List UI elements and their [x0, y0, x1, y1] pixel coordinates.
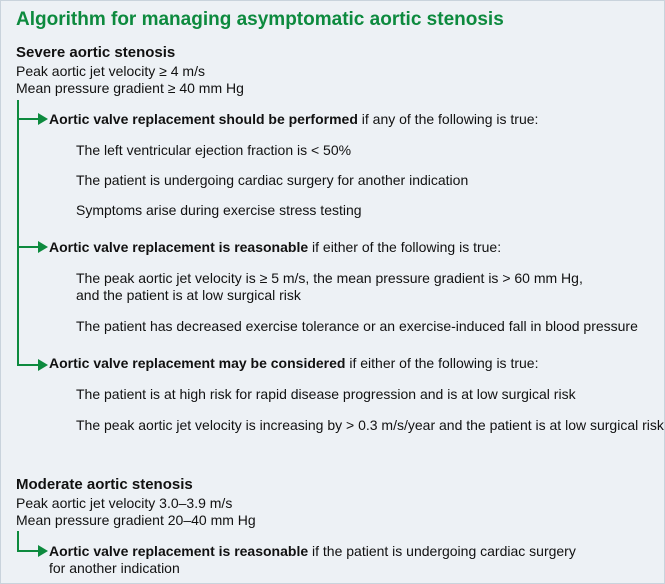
recommendation-1-strength: Aortic valve replacement should be performed — [49, 111, 358, 127]
arrow-4-head — [38, 545, 48, 557]
condition-1-2: The patient is undergoing cardiac surgery for another indication — [76, 172, 469, 188]
condition-2-2: The patient has decreased exercise tolerance or an exercise-induced fall in blood pressure — [76, 318, 638, 334]
recommendation-3-qualifier: if either of the following is true: — [345, 355, 539, 371]
condition-2-1-line1: The peak aortic jet velocity is ≥ 5 m/s, the mean pressure gradient is > 60 mm Hg, — [76, 270, 583, 286]
moderate-recommendation-strength: Aortic valve replacement is reasonable — [49, 543, 309, 559]
severe-criterion-velocity: Peak aortic jet velocity ≥ 4 m/s — [16, 63, 205, 79]
moderate-criterion-velocity: Peak aortic jet velocity 3.0–3.9 m/s — [16, 495, 233, 511]
moderate-criterion-gradient: Mean pressure gradient 20–40 mm Hg — [16, 512, 256, 528]
arrow-2-head — [38, 241, 48, 253]
figure-title: Algorithm for managing asymptomatic aortic stenosis — [16, 9, 504, 30]
arrow-3-head — [38, 359, 48, 371]
arrow-1-head — [38, 113, 48, 125]
condition-3-2: The peak aortic jet velocity is increasing by > 0.3 m/s/year and the patient is at low surgical risk — [76, 417, 664, 433]
moderate-recommendation-line2: for another indication — [49, 560, 180, 576]
condition-1-3: Symptoms arise during exercise stress testing — [76, 202, 362, 218]
condition-3-1: The patient is at high risk for rapid disease progression and is at low surgical risk — [76, 386, 576, 402]
condition-1-1: The left ventricular ejection fraction is < 50% — [76, 142, 352, 158]
severe-heading: Severe aortic stenosis — [16, 44, 176, 61]
severe-criterion-gradient: Mean pressure gradient ≥ 40 mm Hg — [16, 80, 244, 96]
moderate-recommendation-qualifier: if the patient is undergoing cardiac surgery — [308, 543, 576, 559]
moderate-heading: Moderate aortic stenosis — [16, 476, 193, 493]
recommendation-1-qualifier: if any of the following is true: — [357, 111, 539, 127]
condition-2-1-line2: and the patient is at low surgical risk — [76, 287, 301, 303]
recommendation-3-strength: Aortic valve replacement may be considered — [49, 355, 346, 371]
recommendation-2-strength: Aortic valve replacement is reasonable — [49, 239, 309, 255]
recommendation-2-qualifier: if either of the following is true: — [308, 239, 502, 255]
